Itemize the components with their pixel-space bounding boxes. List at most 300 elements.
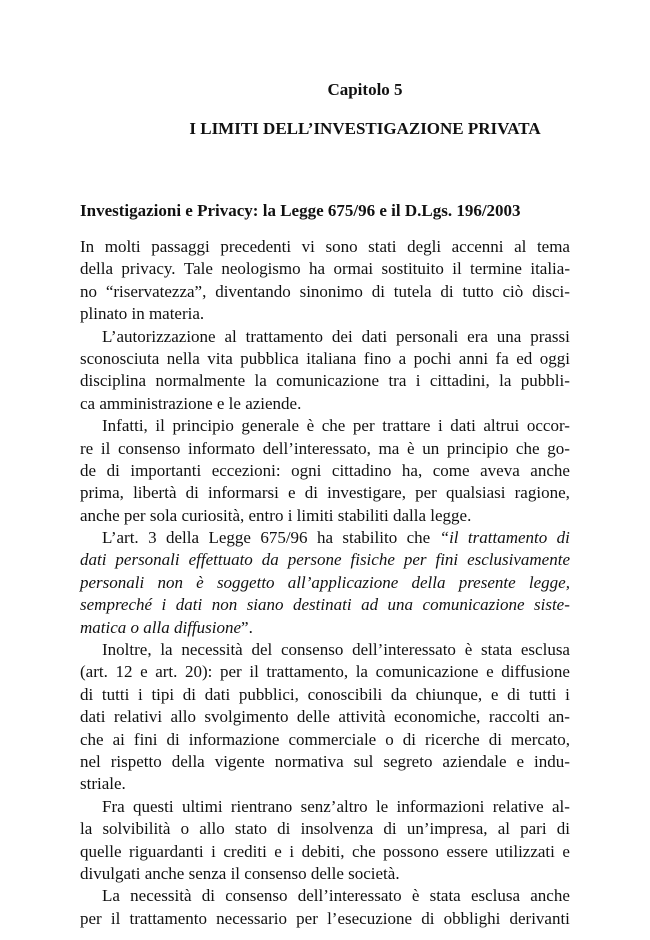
body-word: comunicazione xyxy=(422,595,525,615)
body-word: dell’interessato xyxy=(297,886,402,906)
body-word: per xyxy=(352,416,375,436)
body-word: necessario xyxy=(216,908,287,928)
body-word: riguardanti xyxy=(129,841,204,861)
body-word: la xyxy=(254,371,267,391)
body-word: raccolti xyxy=(488,707,540,727)
body-line xyxy=(80,773,570,795)
body-word: effettuato xyxy=(188,550,253,570)
body-word: di xyxy=(383,819,397,839)
body-line xyxy=(80,796,570,818)
body-word: nella xyxy=(166,348,200,368)
body-word: tutti xyxy=(529,684,557,704)
body-line-text: matica o alla diffusione xyxy=(80,617,242,637)
body-word: disci- xyxy=(532,281,570,301)
body-word: pochi xyxy=(413,348,452,368)
body-word: tutti xyxy=(101,684,130,704)
body-word: di xyxy=(185,483,199,503)
body-word: economiche, xyxy=(394,707,481,727)
body-word: esclusivamente xyxy=(467,550,570,570)
body-word: senz’altro xyxy=(300,796,368,816)
body-word: neologismo xyxy=(221,259,301,279)
body-line xyxy=(80,527,570,549)
body-word: il xyxy=(249,662,259,682)
body-word: sostituito xyxy=(381,259,444,279)
body-line xyxy=(80,460,570,482)
body-word: della xyxy=(411,572,446,592)
body-line xyxy=(80,370,570,392)
body-word: anche xyxy=(530,886,570,906)
body-word: termine xyxy=(470,259,522,279)
body-word: trattamento xyxy=(129,908,207,928)
body-word: non xyxy=(211,595,238,615)
body-word: an- xyxy=(548,707,570,727)
body-line xyxy=(80,706,570,728)
body-word: e xyxy=(490,684,499,704)
body-line xyxy=(80,639,570,661)
body-word: anni xyxy=(458,348,489,368)
body-word: la xyxy=(160,640,173,660)
body-word: passaggi xyxy=(151,237,210,256)
body-word: rientrano xyxy=(230,796,293,816)
body-word: de xyxy=(80,460,97,480)
body-word: presente xyxy=(458,572,516,592)
body-word: normalmente xyxy=(155,371,246,391)
body-word: italia- xyxy=(530,259,570,279)
body-word: è xyxy=(306,416,315,436)
body-word: trattamento, xyxy=(266,662,349,682)
body-line xyxy=(80,572,570,594)
body-word: per xyxy=(296,908,318,928)
body-word: i xyxy=(161,595,167,615)
body-word: stati xyxy=(368,237,397,256)
body-word: cittadini, xyxy=(429,371,490,391)
body-word: di xyxy=(201,886,215,906)
body-word: privacy. xyxy=(121,259,176,279)
body-word: dati xyxy=(80,550,107,570)
body-word: pubblica xyxy=(240,348,299,368)
body-word: stabilito xyxy=(342,528,398,548)
body-word: i xyxy=(289,841,295,861)
body-word: qualsiasi xyxy=(445,483,506,503)
body-word: re xyxy=(80,438,94,458)
body-word: pubbli- xyxy=(520,371,570,391)
body-word: trattamento xyxy=(467,528,548,548)
body-word: una xyxy=(387,595,414,615)
body-word: normativa xyxy=(274,751,344,771)
body-word: dati xyxy=(450,416,476,436)
body-word: non xyxy=(157,572,183,592)
body-word: libertà xyxy=(133,483,177,503)
body-line xyxy=(80,549,570,571)
body-word: era xyxy=(467,326,488,346)
body-word: L’autorizzazione xyxy=(102,326,216,346)
body-word: il xyxy=(110,908,121,928)
body-word: fisiche xyxy=(350,550,395,570)
body-word: o xyxy=(385,729,394,749)
body-word: che xyxy=(406,528,431,548)
body-word: per xyxy=(80,908,102,928)
body-word: vita xyxy=(207,348,233,368)
body-word: informazioni xyxy=(396,796,485,816)
body-word: di xyxy=(507,684,521,704)
body-word: informazione xyxy=(188,729,280,749)
body-word: sono xyxy=(325,237,358,256)
body-word: principio xyxy=(446,438,509,458)
body-word: di xyxy=(440,281,454,301)
body-word: ricerche xyxy=(425,729,480,749)
body-word: trattamento xyxy=(245,326,324,346)
body-word: personali xyxy=(395,326,459,346)
body-word: crediti xyxy=(223,841,267,861)
body-line xyxy=(80,438,570,460)
body-word: ha xyxy=(309,259,326,279)
body-word: informarsi xyxy=(208,483,279,503)
body-word: oggi xyxy=(539,348,570,368)
body-word: personali xyxy=(115,550,180,570)
body-word: commerciale xyxy=(288,729,377,749)
body-line xyxy=(80,729,570,751)
body-word: vi xyxy=(301,237,315,256)
body-word: o xyxy=(180,819,190,839)
body-word: chiunque, xyxy=(415,684,483,704)
body-word: di xyxy=(80,684,94,704)
body-word: ha, xyxy=(401,460,423,480)
body-word: no xyxy=(80,281,97,301)
body-word: aveva xyxy=(480,460,520,480)
body-word: ragione, xyxy=(514,483,570,503)
body-word: derivanti xyxy=(509,908,570,928)
body-word: al xyxy=(224,326,237,346)
body-word: che xyxy=(321,416,346,436)
body-word: mercato, xyxy=(511,729,570,749)
body-word: stata xyxy=(429,886,461,906)
body-word: a xyxy=(398,348,407,368)
body-word: della xyxy=(80,259,114,279)
body-word: debiti, xyxy=(301,841,345,861)
body-line xyxy=(80,393,570,415)
body-word: fino xyxy=(363,348,392,368)
body-word: trattare xyxy=(382,416,431,436)
body-word: principio xyxy=(172,416,234,436)
body-word: e xyxy=(516,751,525,771)
body-word: di xyxy=(106,460,120,480)
body-word: al- xyxy=(551,796,570,816)
body-word: esclusa xyxy=(520,640,570,660)
body-line-text: striale. xyxy=(80,774,126,794)
body-word: vigente xyxy=(214,751,265,771)
body-word: consenso xyxy=(118,438,181,458)
body-word: tutela xyxy=(393,281,432,301)
body-word: 12 xyxy=(115,662,133,682)
body-word: di xyxy=(371,281,385,301)
body-word: siano xyxy=(246,595,284,615)
body-word: i xyxy=(565,684,570,704)
body-word: di xyxy=(166,729,180,749)
body-line xyxy=(80,661,570,683)
body-line-text: ca amministrazione e le aziende. xyxy=(80,393,302,413)
body-word: diventando xyxy=(215,281,291,301)
body-line xyxy=(80,415,570,437)
body-word: da xyxy=(390,684,407,704)
body-word: il xyxy=(100,438,111,458)
body-word: un xyxy=(422,438,440,458)
body-line xyxy=(80,684,570,706)
body-word: prima, xyxy=(80,483,124,503)
body-word: 20): xyxy=(185,662,213,682)
body-word: all’applicazione xyxy=(287,572,399,592)
body-word: che xyxy=(515,438,540,458)
body-word: 675/96 xyxy=(260,528,308,548)
body-line-text: anche per sola curiosità, entro i limiti stabiliti dalla legge. xyxy=(80,505,472,525)
body-word: siste- xyxy=(534,595,570,615)
body-word: informato xyxy=(188,438,256,458)
body-word: conoscibili xyxy=(307,684,383,704)
body-word: di xyxy=(182,684,197,704)
chapter-title: I LIMITI DELL’INVESTIGAZIONE PRIVATA xyxy=(189,119,541,138)
body-word: e xyxy=(140,662,148,682)
body-word: “riservatezza”, xyxy=(105,281,207,301)
body-word: possono xyxy=(383,841,439,861)
body-word: italiana xyxy=(306,348,357,368)
section-heading: Investigazioni e Privacy: la Legge 675/96 e il D.Lgs. 196/2003 xyxy=(80,201,521,220)
body-line-text: plinato in materia. xyxy=(80,304,205,324)
body-word: esclusa xyxy=(470,886,521,906)
body-word: la xyxy=(499,371,512,391)
body-word: il xyxy=(452,259,462,279)
body-line xyxy=(80,617,570,639)
body-word: L’art. xyxy=(102,528,139,548)
body-word: generale xyxy=(241,416,299,436)
body-word: attività xyxy=(338,707,386,727)
body-word: dell’interessato xyxy=(352,640,456,660)
body-word: Inoltre, xyxy=(102,640,152,660)
body-word: le xyxy=(375,796,389,816)
body-word: dati xyxy=(204,684,231,704)
body-word: sul xyxy=(353,751,374,771)
body-line xyxy=(80,236,570,258)
body-word: comunicazione xyxy=(276,371,380,391)
body-word: consenso xyxy=(281,640,344,660)
body-word: ciò xyxy=(502,281,524,301)
body-word: allo xyxy=(170,707,196,727)
body-word: come xyxy=(432,460,470,480)
body-word: eccezioni: xyxy=(211,460,281,480)
body-word: l’esecuzione xyxy=(327,908,413,928)
body-word: necessità xyxy=(181,640,243,660)
body-word: e xyxy=(486,662,494,682)
body-word: occor- xyxy=(526,416,570,436)
body-word: anche xyxy=(530,460,570,480)
body-word: comunicazione xyxy=(375,662,479,682)
body-word: ai xyxy=(112,729,125,749)
body-word: insolvenza xyxy=(300,819,374,839)
body-word: di xyxy=(304,483,318,503)
body-word: importanti xyxy=(130,460,202,480)
body-line xyxy=(80,594,570,616)
body-word: per xyxy=(220,662,242,682)
body-word: necessità xyxy=(130,886,192,906)
body-word: sinonimo xyxy=(299,281,363,301)
body-word: nel xyxy=(80,751,101,771)
body-word: e xyxy=(288,483,296,503)
body-word: è xyxy=(411,886,420,906)
body-line-text: divulgati anche senza il consenso delle società. xyxy=(80,863,400,883)
body-word: fini xyxy=(435,550,459,570)
body-word: tema xyxy=(536,237,570,256)
body-word: art. xyxy=(155,662,178,682)
body-word: Fra xyxy=(102,796,125,816)
body-line xyxy=(80,258,570,280)
body-word: una xyxy=(496,326,522,346)
body-word: degli xyxy=(407,237,442,256)
body-word: indu- xyxy=(534,751,570,771)
body-word: dati xyxy=(361,326,388,346)
body-word: altrui xyxy=(483,416,520,436)
body-word: destinati xyxy=(293,595,352,615)
body-word: ed xyxy=(516,348,533,368)
body-word: tutto xyxy=(462,281,494,301)
body-word: ormai xyxy=(333,259,374,279)
body-line xyxy=(80,348,570,370)
body-word: e xyxy=(274,841,282,861)
body-word: accenni xyxy=(451,237,504,256)
body-word: i xyxy=(138,684,143,704)
body-word: per xyxy=(415,483,437,503)
body-word: dei xyxy=(331,326,353,346)
body-word: fa xyxy=(495,348,509,368)
body-word: obblighi xyxy=(443,908,501,928)
body-word: molti xyxy=(104,237,141,256)
body-word: “il xyxy=(439,528,459,548)
body-word: soggetto xyxy=(216,572,275,592)
body-word: della xyxy=(171,751,205,771)
body-line xyxy=(80,841,570,863)
body-word: che xyxy=(352,841,376,861)
body-word: ma xyxy=(378,438,400,458)
body-word: la xyxy=(355,662,368,682)
body-word: essere xyxy=(446,841,488,861)
body-word: dati xyxy=(80,707,106,727)
body-word: che xyxy=(80,729,104,749)
body-word: consenso xyxy=(225,886,288,906)
body-word: Tale xyxy=(183,259,213,279)
body-word: prassi xyxy=(530,326,570,346)
body-word: dati xyxy=(175,595,203,615)
body-word: rispetto xyxy=(110,751,162,771)
body-word: 3 xyxy=(148,528,157,548)
body-line xyxy=(80,818,570,840)
body-word: i xyxy=(211,841,216,861)
body-text xyxy=(80,236,570,930)
body-word: di xyxy=(421,908,435,928)
body-word: investigare, xyxy=(327,483,406,503)
body-word: di xyxy=(402,729,416,749)
body-word: tra xyxy=(388,371,407,391)
body-word: è xyxy=(196,572,204,592)
body-word: di xyxy=(556,528,570,548)
body-word: La xyxy=(102,886,120,906)
body-word: Legge xyxy=(208,528,251,548)
body-word: da xyxy=(261,550,279,570)
body-word: ad xyxy=(361,595,379,615)
body-word: Infatti, xyxy=(102,416,148,436)
body-word: segreto xyxy=(383,751,433,771)
body-word: go- xyxy=(547,438,570,458)
body-word: disciplina xyxy=(80,371,147,391)
body-word: stata xyxy=(480,640,513,660)
body-line xyxy=(80,885,570,907)
body-word: al xyxy=(497,819,510,839)
body-word: precedenti xyxy=(220,237,292,256)
body-word: ultimi xyxy=(181,796,223,816)
body-word: della xyxy=(165,528,200,548)
body-word: sempreché xyxy=(80,595,153,615)
body-word: fini xyxy=(133,729,158,749)
body-word: pubblici, xyxy=(238,684,299,704)
body-word: relative xyxy=(492,796,544,816)
body-word: allo xyxy=(199,819,225,839)
body-word: utilizzati xyxy=(495,841,555,861)
body-word: dell’interessato, xyxy=(262,438,371,458)
body-word: al xyxy=(514,237,527,256)
body-word: diffusione xyxy=(501,662,570,682)
body-line xyxy=(80,863,570,885)
body-word: quelle xyxy=(80,841,122,861)
body-word: cittadino xyxy=(331,460,392,480)
body-line-tail: ”. xyxy=(241,617,253,637)
body-word: di xyxy=(277,819,291,839)
body-word: In xyxy=(80,237,95,256)
body-word: ogni xyxy=(291,460,322,480)
body-word: è xyxy=(406,438,415,458)
body-word: di xyxy=(556,819,570,839)
body-word: pari xyxy=(520,819,547,839)
body-line xyxy=(80,482,570,504)
body-word: i xyxy=(415,371,421,391)
body-word: per xyxy=(403,550,427,570)
body-word: personali xyxy=(80,572,145,592)
body-word: persone xyxy=(287,550,342,570)
chapter-number: Capitolo 5 xyxy=(327,80,403,99)
body-word: la xyxy=(80,819,93,839)
body-word: stato xyxy=(234,819,268,839)
body-word: relativi xyxy=(113,707,163,727)
body-word: (art. xyxy=(80,662,108,682)
body-word: solvibilità xyxy=(102,819,171,839)
body-line xyxy=(80,505,570,527)
body-word: tipi xyxy=(151,684,175,704)
body-word: i xyxy=(437,416,443,436)
body-word: svolgimento xyxy=(204,707,289,727)
body-word: ha xyxy=(316,528,334,548)
body-word: aziendale xyxy=(442,751,507,771)
body-line xyxy=(80,908,570,930)
body-word: del xyxy=(251,640,273,660)
body-word: questi xyxy=(133,796,174,816)
body-word: e xyxy=(562,841,570,861)
body-word: un’impresa, xyxy=(406,819,488,839)
body-line xyxy=(80,326,570,348)
body-word: sconosciuta xyxy=(80,348,160,368)
body-word: delle xyxy=(296,707,330,727)
body-line xyxy=(80,303,570,325)
body-word: il xyxy=(155,416,165,436)
body-word: è xyxy=(464,640,473,660)
body-line xyxy=(80,751,570,773)
body-word: legge, xyxy=(528,572,570,592)
body-word: di xyxy=(488,729,502,749)
body-line xyxy=(80,281,570,303)
